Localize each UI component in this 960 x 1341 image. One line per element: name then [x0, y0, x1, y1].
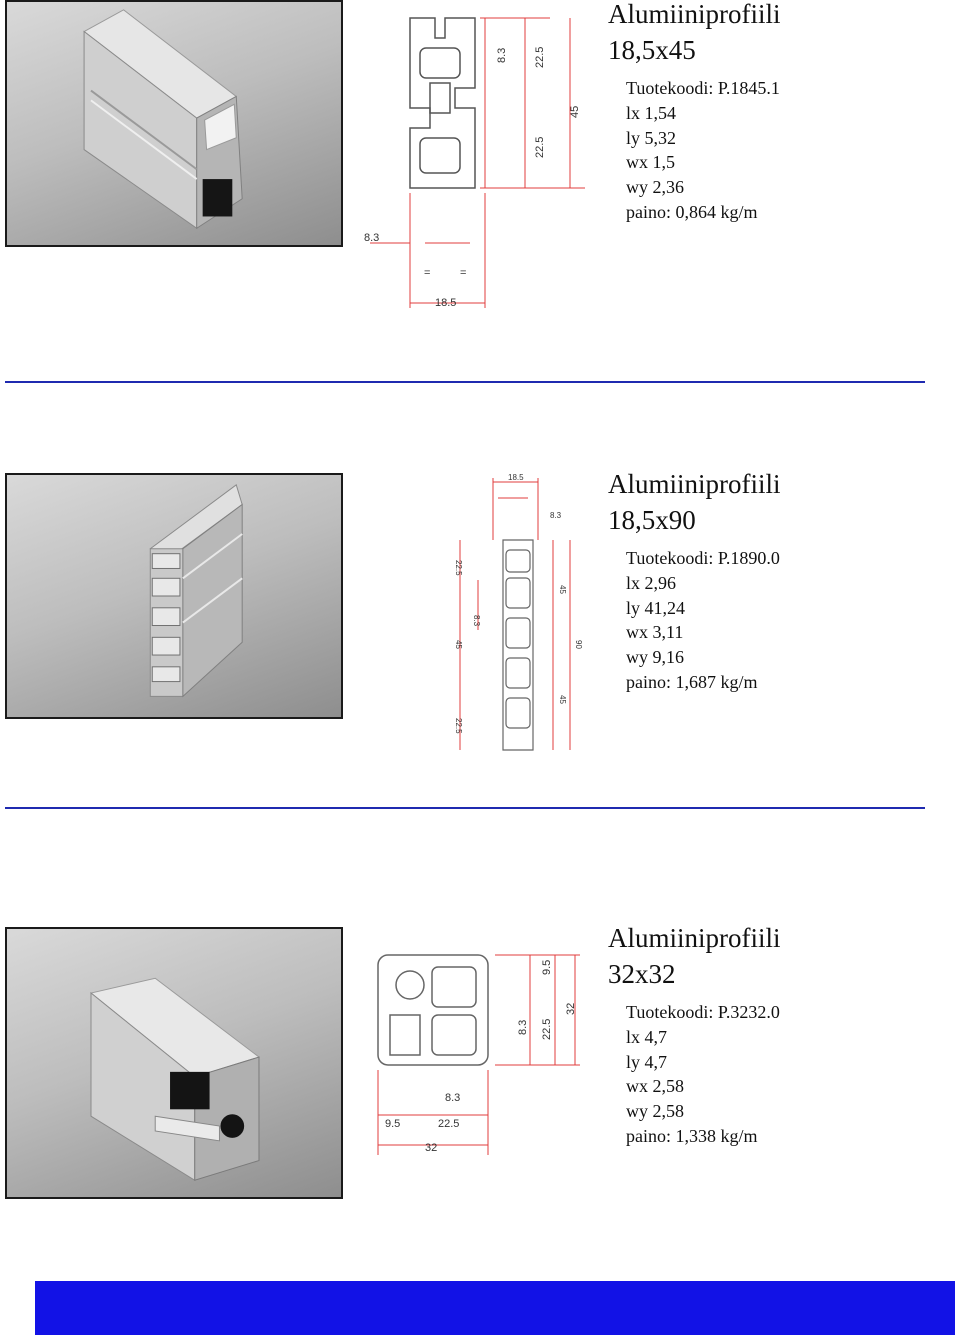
dim-label: 8.3 [472, 615, 481, 627]
footer-bar [35, 1281, 955, 1335]
spec-item: paino: 1,687 kg/m [626, 671, 758, 692]
spec-item: wx 3,11 [626, 622, 684, 643]
spec-item: wy 2,36 [626, 177, 684, 198]
dim-label: 8.3 [364, 232, 380, 244]
product-title [608, 466, 948, 538]
spec-item: wy 9,16 [626, 647, 684, 668]
dim-label: 45 [558, 585, 567, 594]
product-info-32x32 [608, 920, 948, 1149]
aluminium-profile-image [7, 475, 341, 717]
technical-drawing-18-5x90 [448, 470, 583, 760]
dim-label: 22.5 [438, 1118, 460, 1130]
product-title-line2: 18,5x90 [608, 505, 696, 535]
spec-item: lx 1,54 [626, 102, 677, 123]
spec-item: wx 2,58 [626, 1076, 684, 1097]
product-photo-18-5x90 [5, 473, 343, 719]
product-title-line1: Alumiiniprofiili [608, 0, 781, 29]
dim-label: = [460, 267, 467, 279]
product-photo-32x32 [5, 927, 343, 1199]
dim-label: 9.5 [541, 959, 553, 975]
spec-item: ly 4,7 [626, 1051, 668, 1072]
product-info-18-5x90 [608, 466, 948, 695]
dim-label: 9.5 [385, 1118, 401, 1130]
product-title [608, 0, 948, 68]
dim-label: 8.3 [445, 1092, 461, 1104]
dim-label: 45 [569, 105, 581, 118]
dim-label: 22.5 [534, 46, 546, 68]
section-divider [5, 381, 925, 383]
dim-label: 22.5 [454, 718, 463, 734]
spec-list [626, 1000, 948, 1149]
product-title-line1: Alumiiniprofiili [608, 923, 781, 953]
dim-label: 22.5 [454, 560, 463, 576]
aluminium-profile-image [7, 2, 341, 245]
dim-label: 32 [425, 1142, 438, 1154]
spec-item: ly 41,24 [626, 597, 686, 618]
dim-label: 90 [574, 640, 583, 649]
dim-label: 22.5 [541, 1018, 553, 1040]
technical-drawing-32x32 [370, 945, 585, 1160]
spec-item: ly 5,32 [626, 127, 677, 148]
dim-label: = [424, 267, 431, 279]
spec-item: Tuotekoodi: P.1890.0 [626, 548, 780, 568]
spec-item: wx 1,5 [626, 152, 675, 173]
dim-label: 45 [454, 640, 463, 649]
spec-item: Tuotekoodi: P.1845.1 [626, 78, 780, 98]
product-photo-18-5x45 [5, 0, 343, 247]
spec-item: Tuotekoodi: P.3232.0 [626, 1002, 780, 1022]
dim-label: 8.3 [550, 511, 562, 520]
product-title-line2: 32x32 [608, 959, 676, 989]
dim-label: 18.5 [508, 473, 524, 482]
dim-label: 22.5 [534, 136, 546, 158]
dim-label: 45 [558, 695, 567, 704]
dim-label: 8.3 [517, 1019, 529, 1035]
spec-item: lx 2,96 [626, 572, 677, 593]
spec-item: wy 2,58 [626, 1101, 684, 1122]
product-title [608, 920, 948, 992]
spec-item: lx 4,7 [626, 1026, 668, 1047]
product-title-line2: 18,5x45 [608, 35, 696, 65]
aluminium-profile-image [7, 929, 341, 1197]
spec-list [626, 76, 948, 225]
product-info-18-5x45 [608, 0, 948, 225]
section-divider [5, 807, 925, 809]
product-title-line1: Alumiiniprofiili [608, 469, 781, 499]
spec-item: paino: 1,338 kg/m [626, 1125, 758, 1146]
dim-label: 32 [565, 1002, 577, 1015]
spec-item: paino: 0,864 kg/m [626, 201, 758, 222]
dim-label: 18.5 [435, 297, 457, 309]
dim-label: 8.3 [496, 47, 508, 63]
technical-drawing-18-5x45 [360, 8, 590, 318]
spec-list [626, 546, 948, 695]
